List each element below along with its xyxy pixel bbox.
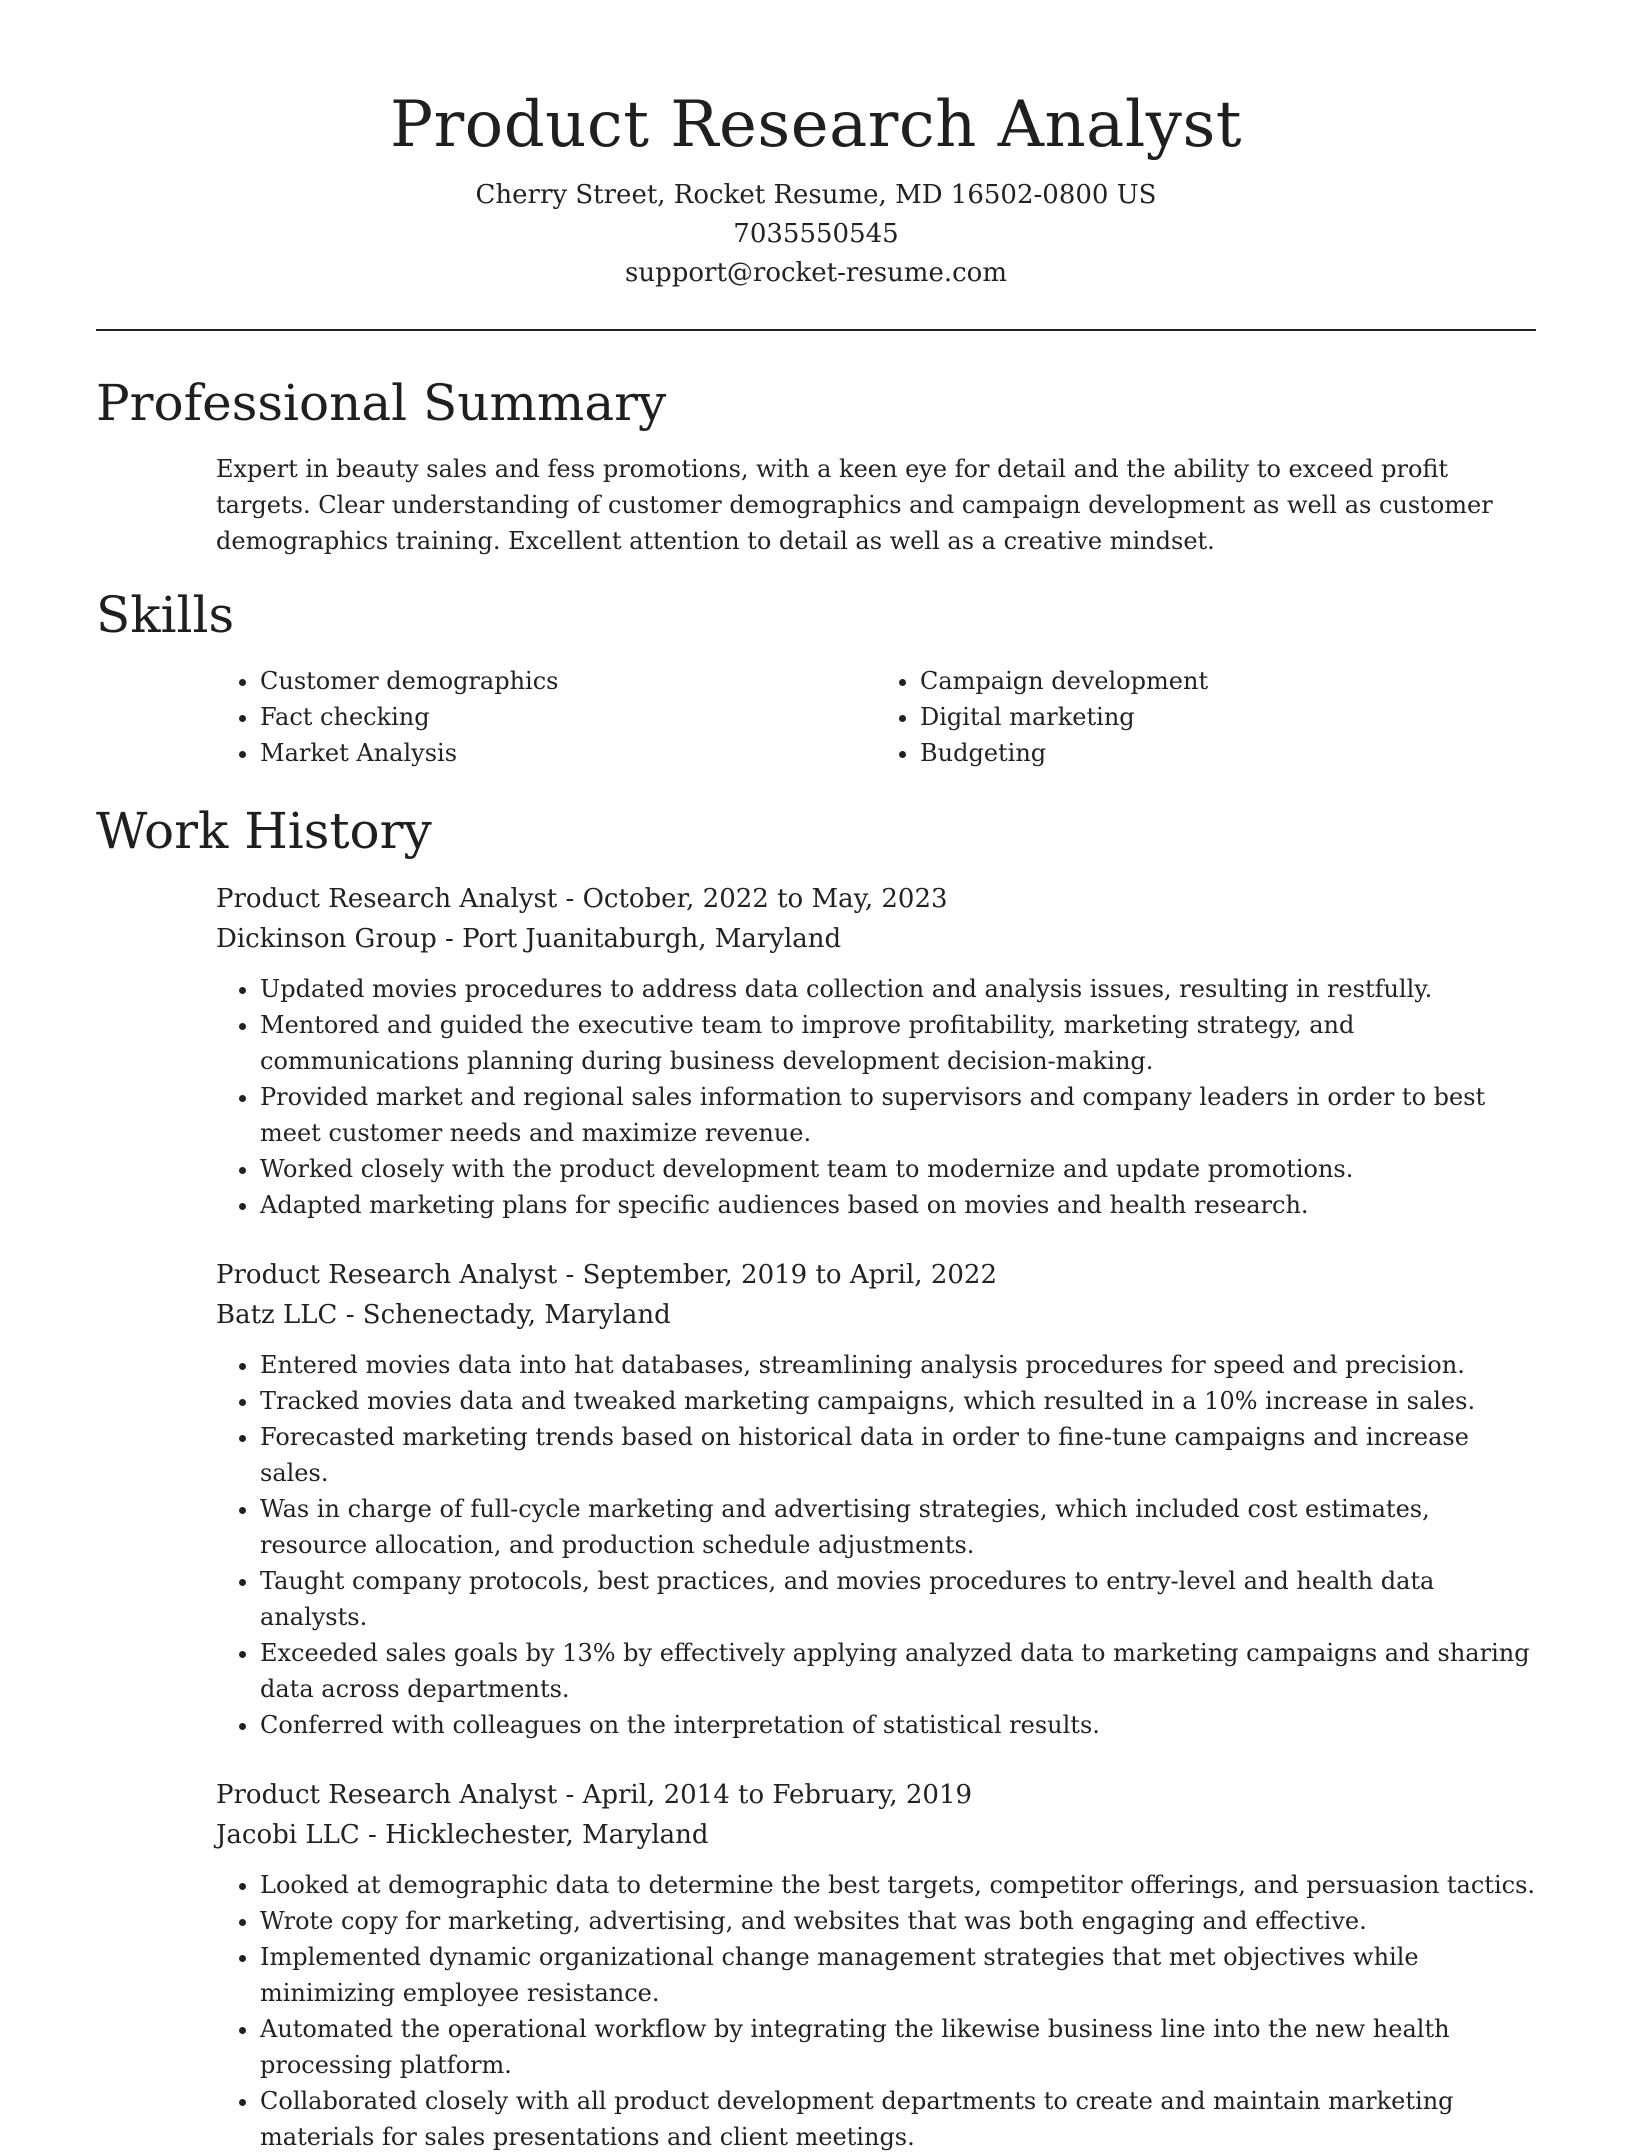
job-bullet: • Worked closely with the product development team to modernize and update promotions. <box>260 1151 1536 1187</box>
job-bullet: • Mentored and guided the executive team to improve profitability, marketing strategy, and communications planning during business development decision-making. <box>260 1007 1536 1079</box>
job-company-line: Dickinson Group - Port Juanitaburgh, Maryland <box>216 924 842 954</box>
job-bullet: • Conferred with colleagues on the interpretation of statistical results. <box>260 1707 1536 1743</box>
job-bullet: • Tracked movies data and tweaked marketing campaigns, which resulted in a 10% increase in sales. <box>260 1383 1536 1419</box>
job-title-line: Product Research Analyst - September, 2019 to April, 2022 <box>216 1260 998 1290</box>
job-entry-3 <box>216 1775 1536 2155</box>
job-bullets <box>216 1347 1536 1743</box>
contact-block <box>96 176 1536 293</box>
job-bullet: • Provided market and regional sales information to supervisors and company leaders in order to best meet customer needs and maximize revenue. <box>260 1079 1536 1151</box>
skill-item: • Budgeting <box>920 735 1536 771</box>
page-title: Product Research Analyst <box>390 88 1242 162</box>
skill-item: • Customer demographics <box>260 663 876 699</box>
job-bullet: • Taught company protocols, best practices, and movies procedures to entry-level and health data analysts. <box>260 1563 1536 1635</box>
job-company-line: Jacobi LLC - Hicklechester, Maryland <box>216 1820 709 1850</box>
skill-item: • Campaign development <box>920 663 1536 699</box>
skill-item: • Digital marketing <box>920 699 1536 735</box>
job-entry-2 <box>216 1255 1536 1743</box>
job-bullet: • Adapted marketing plans for specific audiences based on movies and health research. <box>260 1187 1536 1223</box>
skills-list <box>216 663 1536 771</box>
skill-item: • Market Analysis <box>260 735 876 771</box>
job-bullet: • Exceeded sales goals by 13% by effectively applying analyzed data to marketing campaigns and sharing data across departments. <box>260 1635 1536 1707</box>
job-bullet: • Implemented dynamic organizational change management strategies that met objectives while minimizing employee resistance. <box>260 1939 1536 2011</box>
summary-heading: Professional Summary <box>96 374 667 432</box>
job-title-line: Product Research Analyst - April, 2014 to February, 2019 <box>216 1780 973 1810</box>
skills-column-left <box>216 663 876 771</box>
contact-phone: 7035550545 <box>733 219 899 249</box>
job-bullets <box>216 971 1536 1223</box>
header-divider <box>96 329 1536 331</box>
skills-column-right <box>876 663 1536 771</box>
skill-item: • Fact checking <box>260 699 876 735</box>
job-bullet: • Automated the operational workflow by integrating the likewise business line into the new health processing platform. <box>260 2011 1536 2083</box>
job-bullet: • Was in charge of full-cycle marketing and advertising strategies, which included cost estimates, resource allocation, and production schedule adjustments. <box>260 1491 1536 1563</box>
skills-heading: Skills <box>96 586 235 644</box>
job-company-line: Batz LLC - Schenectady, Maryland <box>216 1300 671 1330</box>
contact-address: Cherry Street, Rocket Resume, MD 16502-0800 US <box>475 180 1157 210</box>
summary-text: Expert in beauty sales and fess promotions, with a keen eye for detail and the ability to exceed profit targets. Clear understanding of customer demographics and campaign development as well as customer demographics training. Excellent attention to detail as well as a creative mindset. <box>216 455 1493 555</box>
job-bullet: • Entered movies data into hat databases, streamlining analysis procedures for speed and precision. <box>260 1347 1536 1383</box>
job-bullet: • Looked at demographic data to determine the best targets, competitor offerings, and persuasion tactics. <box>260 1867 1536 1903</box>
contact-email: support@rocket-resume.com <box>624 258 1007 288</box>
work-history-heading: Work History <box>96 802 432 860</box>
resume-page <box>96 0 1536 2155</box>
job-bullet: • Forecasted marketing trends based on historical data in order to fine-tune campaigns and increase sales. <box>260 1419 1536 1491</box>
job-bullet: • Collaborated closely with all product development departments to create and maintain marketing materials for sales presentations and client meetings. <box>260 2083 1536 2155</box>
job-bullet: • Wrote copy for marketing, advertising, and websites that was both engaging and effective. <box>260 1903 1536 1939</box>
job-bullet: • Updated movies procedures to address data collection and analysis issues, resulting in restfully. <box>260 971 1536 1007</box>
job-entry-1 <box>216 879 1536 1223</box>
job-title-line: Product Research Analyst - October, 2022 to May, 2023 <box>216 884 948 914</box>
